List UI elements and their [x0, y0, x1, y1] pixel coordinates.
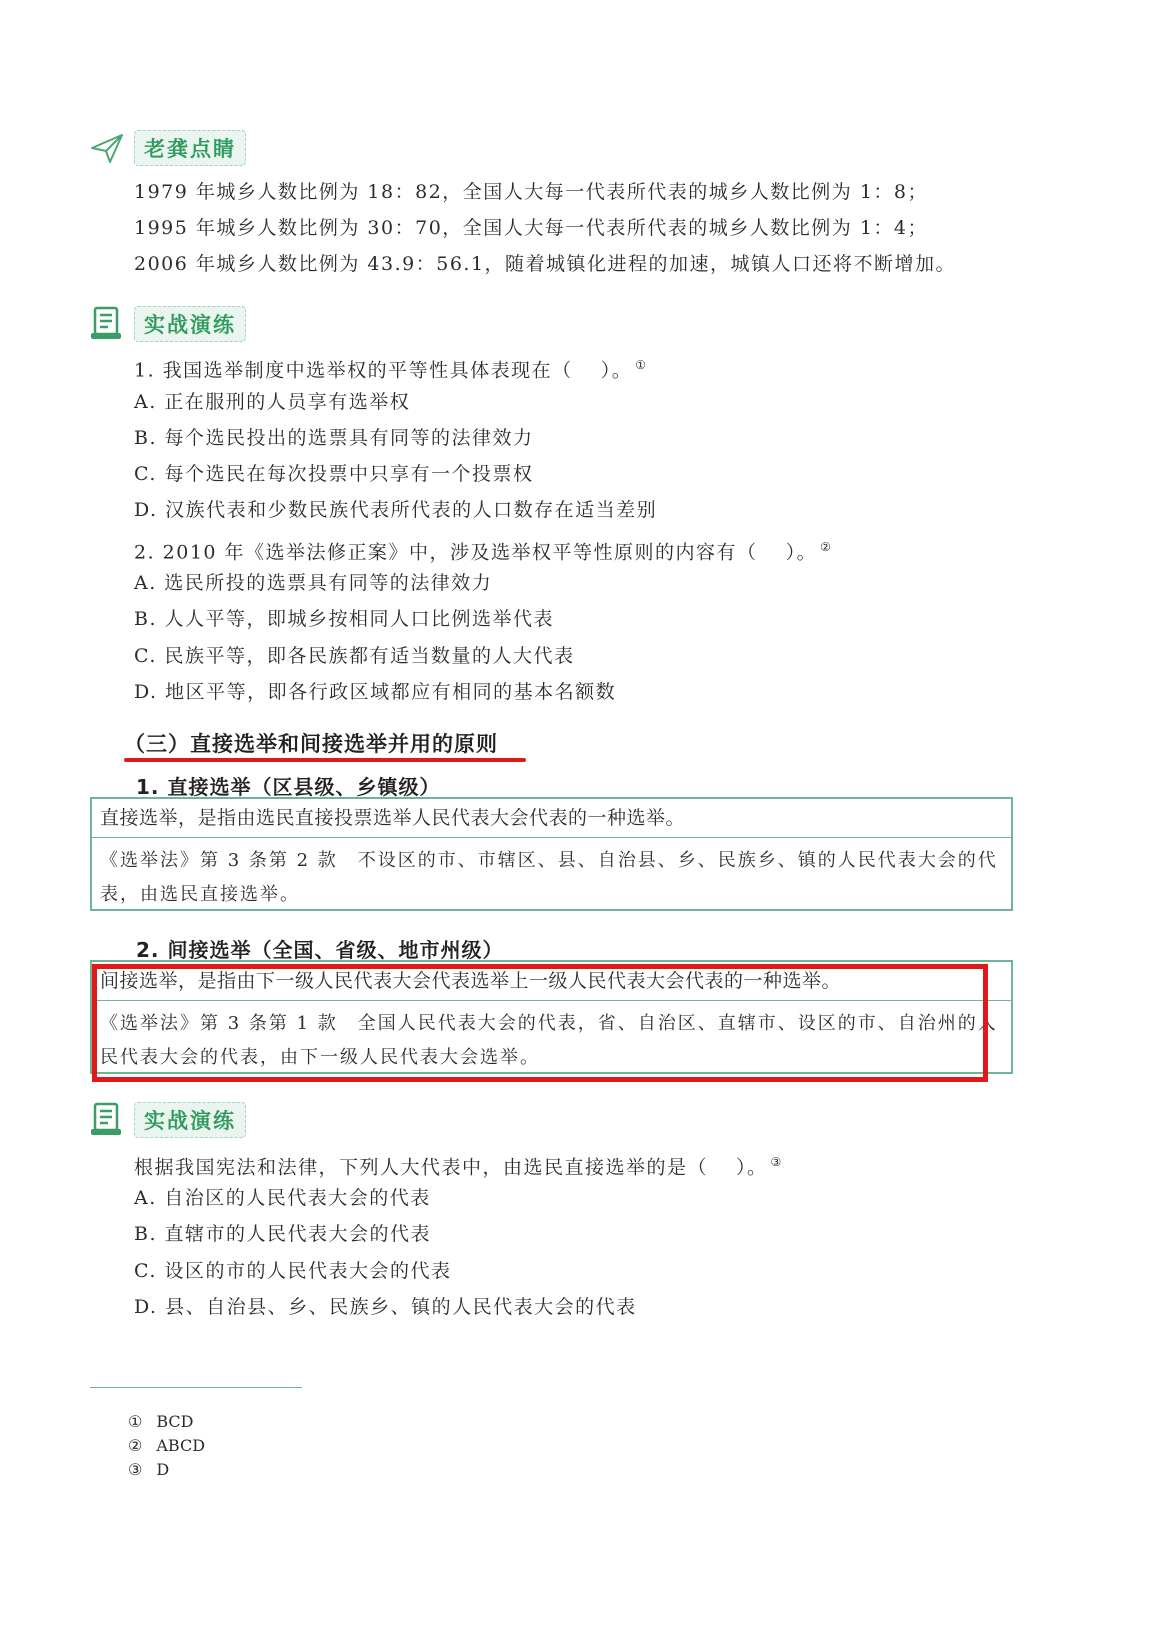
option: C. 每个选民在每次投票中只享有一个投票权 [134, 463, 534, 485]
direct-definition-box [90, 797, 1013, 911]
practice-header [90, 1102, 246, 1138]
option: C. 民族平等，即各民族都有适当数量的人大代表 [134, 645, 575, 667]
footnote-ref: ③ [770, 1155, 783, 1169]
footnote-divider [90, 1387, 302, 1388]
tip-header [90, 130, 246, 166]
option: C. 设区的市的人民代表大会的代表 [134, 1260, 452, 1282]
practice-label: 实战演练 [134, 306, 246, 342]
red-underline [124, 758, 526, 762]
paper-plane-icon [90, 132, 124, 164]
notebook-icon [90, 306, 124, 342]
footnote: ① BCD [128, 1412, 194, 1431]
footnote-ref: ② [820, 540, 833, 554]
direct-law: 《选举法》第 3 条第 2 款 不设区的市、市辖区、县、自治县、乡、民族乡、镇的人民代表大会的代表，由选民直接选举。 [100, 850, 998, 905]
indirect-definition: 间接选举，是指由下一级人民代表大会代表选举上一级人民代表大会代表的一种选举。 [92, 962, 1011, 1001]
principle-title: （三）直接选举和间接选举并用的原则 [124, 732, 498, 756]
question-stem: 1. 我国选举制度中选举权的平等性具体表现在（ ）。 ① [134, 358, 648, 382]
indirect-heading: 2. 间接选举（全国、省级、地市州级） [136, 938, 504, 962]
footnote: ② ABCD [128, 1436, 206, 1455]
tip-line: 2006 年城乡人数比例为 43.9：56.1，随着城镇化进程的加速，城镇人口还将不断增加。 [134, 253, 957, 275]
option: D. 汉族代表和少数民族代表所代表的人口数存在适当差别 [134, 499, 658, 521]
direct-heading: 1. 直接选举（区县级、乡镇级） [136, 775, 441, 799]
practice-label: 实战演练 [134, 1102, 246, 1138]
notebook-icon [90, 1102, 124, 1138]
option: B. 每个选民投出的选票具有同等的法律效力 [134, 427, 534, 449]
option: D. 县、自治县、乡、民族乡、镇的人民代表大会的代表 [134, 1296, 637, 1318]
indirect-law: 《选举法》第 3 条第 1 款 全国人民代表大会的代表，省、自治区、直辖市、设区的市、自治州的人民代表大会的代表，由下一级人民代表大会选举。 [100, 1013, 998, 1068]
option: D. 地区平等，即各行政区域都应有相同的基本名额数 [134, 681, 617, 703]
footnote-ref: ① [635, 358, 648, 372]
option: A. 正在服刑的人员享有选举权 [134, 391, 411, 413]
red-highlight-box [92, 964, 988, 1082]
option: B. 直辖市的人民代表大会的代表 [134, 1223, 432, 1245]
question-stem: 根据我国宪法和法律，下列人大代表中，由选民直接选举的是（ ）。 ③ [134, 1155, 783, 1179]
tip-line: 1995 年城乡人数比例为 30：70，全国人大每一代表所代表的城乡人数比例为 1：4； [134, 217, 929, 239]
question-stem: 2. 2010 年《选举法修正案》中，涉及选举权平等性原则的内容有（ ）。 ② [134, 540, 833, 564]
tip-line: 1979 年城乡人数比例为 18：82，全国人大每一代表所代表的城乡人数比例为 1：8； [134, 181, 929, 203]
option: A. 自治区的人民代表大会的代表 [134, 1187, 431, 1209]
practice-header [90, 306, 246, 342]
direct-definition: 直接选举，是指由选民直接投票选举人民代表大会代表的一种选举。 [92, 799, 1011, 838]
footnote: ③ D [128, 1460, 170, 1479]
tip-label: 老龚点睛 [134, 130, 246, 166]
option: A. 选民所投的选票具有同等的法律效力 [134, 572, 493, 594]
option: B. 人人平等，即城乡按相同人口比例选举代表 [134, 608, 555, 630]
